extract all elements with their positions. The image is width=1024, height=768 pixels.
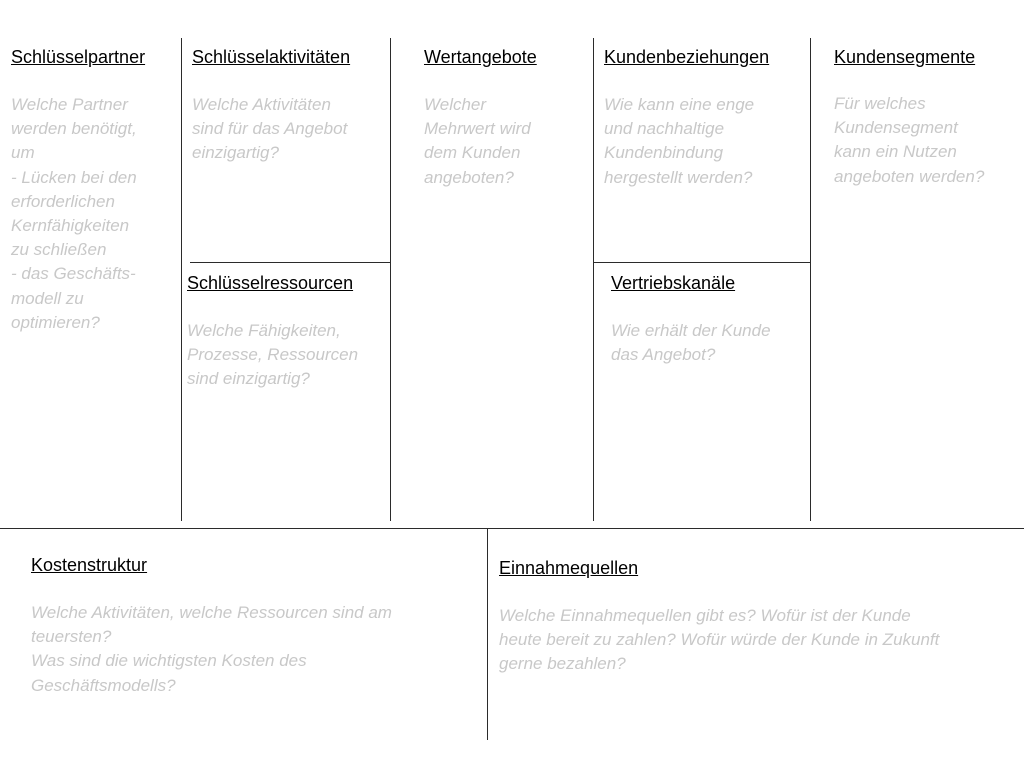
cost-structure-block (31, 554, 481, 698)
key-partners-title: Schlüsselpartner (11, 47, 146, 67)
customer-relationships-description: Wie kann eine enge und nachhaltige Kundenbindung hergestellt werden? (604, 95, 755, 187)
customer-segments-description: Für welches Kundensegment kann ein Nutzen angeboten werden? (834, 94, 985, 186)
channels-block (611, 272, 809, 367)
key-resources-block (187, 272, 389, 392)
channels-description: Wie erhält der Kunde das Angebot? (611, 321, 771, 365)
value-propositions-title: Wertangebote (424, 47, 537, 67)
customer-relationships-title: Kundenbeziehungen (604, 47, 770, 67)
value-propositions-block (424, 46, 590, 190)
key-resources-title: Schlüsselressourcen (187, 273, 354, 293)
customer-relationships-block (604, 46, 808, 190)
key-activities-description: Welche Aktivitäten sind für das Angebot einzigartig? (192, 95, 348, 163)
revenue-streams-title: Einnahmequellen (499, 558, 639, 578)
key-partners-block (11, 46, 179, 335)
divider-activities-value (390, 38, 391, 521)
key-activities-block (192, 46, 388, 166)
channels-title: Vertriebskanäle (611, 273, 736, 293)
divider-value-relationships (593, 38, 594, 521)
divider-top-bottom (0, 528, 1024, 529)
divider-relationships-segments (810, 38, 811, 521)
revenue-streams-block (499, 557, 1019, 677)
revenue-streams-description: Welche Einnahmequellen gibt es? Wofür ist der Kunde heute bereit zu zahlen? Wofür würde der Kunde in Zukunft gerne bezahlen? (499, 606, 940, 674)
cost-structure-description: Welche Aktivitäten, welche Ressourcen sind am teuersten? Was sind die wichtigsten Kosten des Geschäftsmodells? (31, 603, 392, 695)
customer-segments-block (834, 46, 1020, 189)
divider-relationships-channels (593, 262, 810, 263)
key-activities-title: Schlüsselaktivitäten (192, 47, 351, 67)
divider-activities-resources (190, 262, 390, 263)
divider-partners-activities (181, 38, 182, 521)
key-partners-description: Welche Partner werden benötigt, um - Lücken bei den erforderlichen Kernfähigkeiten zu schließen - das Geschäfts- modell zu optimieren? (11, 95, 137, 332)
customer-segments-title: Kundensegmente (834, 47, 976, 67)
divider-cost-revenue (487, 528, 488, 740)
value-propositions-description: Welcher Mehrwert wird dem Kunden angeboten? (424, 95, 531, 187)
cost-structure-title: Kostenstruktur (31, 555, 148, 575)
key-resources-description: Welche Fähigkeiten, Prozesse, Ressourcen sind einzigartig? (187, 321, 359, 389)
